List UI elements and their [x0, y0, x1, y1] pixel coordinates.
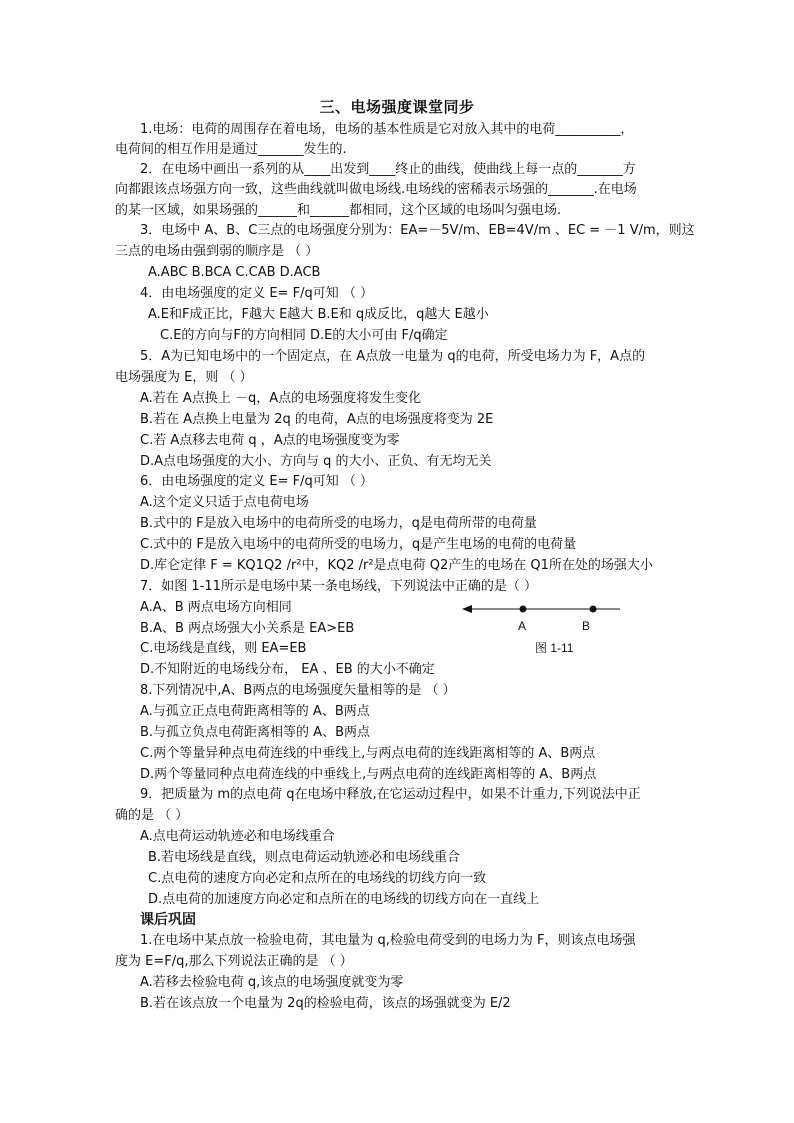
arrow-head-icon — [462, 605, 472, 613]
point-a-label: A — [518, 619, 527, 633]
electric-field-line-figure — [460, 598, 625, 658]
options-line: D.不知附近的电场线分布， EA 、EB 的大小不确定 — [140, 662, 435, 677]
page-title: 三、电场强度课堂同步 — [319, 98, 475, 116]
options-line: B.A、B 两点场强大小关系是 EA>EB — [140, 621, 355, 636]
text-line: 5．A为已知电场中的一个固定点，在 A点放一电量为 q的电荷，所受电场力为 F，A点的 — [140, 349, 646, 364]
options-line: A.与孤立正点电荷距离相等的 A、B两点 — [140, 704, 370, 719]
options-line: C.电场线是直线，则 EA=EB — [140, 641, 307, 656]
options-line: C.式中的 F是放入电场中的电荷所受的电场力，q是产生电场的电荷的电荷量 — [140, 537, 577, 552]
text-line: 三点的电场由强到弱的顺序是 （ ） — [115, 244, 319, 259]
text-line: 度为 E=F/q,那么下列说法正确的是 （ ） — [115, 954, 353, 969]
text-line: 7．如图 1-11所示是电场中某一条电场线，下列说法中正确的是（ ） — [140, 579, 538, 594]
options-line: A.点电荷运动轨迹必和电场线重合 — [140, 829, 335, 844]
options-line: B.与孤立负点电荷距离相等的 A、B两点 — [140, 725, 370, 740]
options-line: B.若在该点放一个电量为 2q的检验电荷，该点的场强就变为 E/2 — [140, 996, 511, 1011]
figure-caption: 图 1-11 — [535, 641, 574, 655]
options-line: B.式中的 F是放入电场中的电荷所受的电场力，q是电荷所带的电荷量 — [140, 516, 537, 531]
text-line: 1.电场：电荷的周围存在着电场，电场的基本性质是它对放入其中的电荷__________， — [140, 122, 634, 137]
text-line: 电场强度为 E，则 （ ） — [115, 370, 253, 385]
text-line: 向都跟该点场强方向一致，这些曲线就叫做电场线.电场线的密稀表示场强的_______.在电场 — [115, 182, 637, 197]
options-line: A.A、B 两点电场方向相同 — [140, 600, 292, 615]
options-line: A.若移去检验电荷 q,该点的电场强度就变为零 — [140, 975, 404, 990]
text-line: 6．由电场强度的定义 E= F/q可知 （ ） — [140, 474, 374, 489]
options-line: B.若在 A点换上电量为 2q 的电荷，A点的电场强度将变为 2E — [140, 412, 494, 427]
point-a-dot — [520, 606, 527, 613]
options-line: C.点电荷的速度方向必定和点所在的电场线的切线方向一致 — [148, 871, 487, 886]
text-line: 4．由电场强度的定义 E= F/q可知 （ ） — [140, 286, 374, 301]
point-b-dot — [590, 606, 597, 613]
text-line: 的某一区域，如果场强的______和______都相同，这个区域的电场叫匀强电场. — [115, 203, 562, 218]
options-line: B.若电场线是直线，则点电荷运动轨迹必和电场线重合 — [148, 850, 461, 865]
section-heading: 课后巩固 — [140, 912, 196, 928]
point-b-label: B — [582, 619, 591, 633]
options-line: A.ABC B.BCA C.CAB D.ACB — [148, 265, 321, 280]
options-line: A.E和F成正比，F越大 E越大 B.E和 q成反比，q越大 E越小 — [148, 307, 489, 322]
options-line: C.E的方向与F的方向相同 D.E的大小可由 F/q确定 — [160, 328, 448, 343]
options-line: D.库仑定律 F = KQ1Q2 /r²中，KQ2 /r²是点电荷 Q2产生的电场在 Q1所在处的场强大小 — [140, 558, 653, 573]
text-line: 2．在电场中画出一系列的从____出发到____终止的曲线，使曲线上每一点的_______方 — [140, 162, 636, 177]
options-line: D.两个等量同种点电荷连线的中垂线上,与两点电荷的连线距离相等的 A、B两点 — [140, 767, 597, 782]
options-line: C.若 A点移去电荷 q ，A点的电场强度变为零 — [140, 433, 400, 448]
text-line: 9．把质量为 m的点电荷 q在电场中释放,在它运动过程中，如果不计重力,下列说法中正 — [140, 787, 641, 802]
options-line: D.点电荷的加速度方向必定和点所在的电场线的切线方向在一直线上 — [148, 892, 540, 907]
text-line: 8.下列情况中,A、B两点的电场强度矢量相等的是 （ ） — [140, 683, 456, 698]
text-line: 电荷间的相互作用是通过_______发生的. — [115, 142, 347, 157]
options-line: A.这个定义只适于点电荷电场 — [140, 495, 309, 510]
options-line: D.A点电场强度的大小、方向与 q 的大小、正负、有无均无关 — [140, 454, 492, 469]
text-line: 3．电场中 A、B、C三点的电场强度分别为：EA=－5V/m、EB=4V/m 、EC = －1 V/m，则这 — [140, 223, 695, 238]
text-line: 确的是 （ ） — [115, 808, 189, 823]
text-line: 1.在电场中某点放一检验电荷，其电量为 q,检验电荷受到的电场力为 F，则该点电场强 — [140, 933, 636, 948]
options-line: C.两个等量异种点电荷连线的中垂线上,与两点电荷的连线距离相等的 A、B两点 — [140, 746, 596, 761]
options-line: A.若在 A点换上 －q，A点的电场强度将发生变化 — [140, 391, 422, 406]
